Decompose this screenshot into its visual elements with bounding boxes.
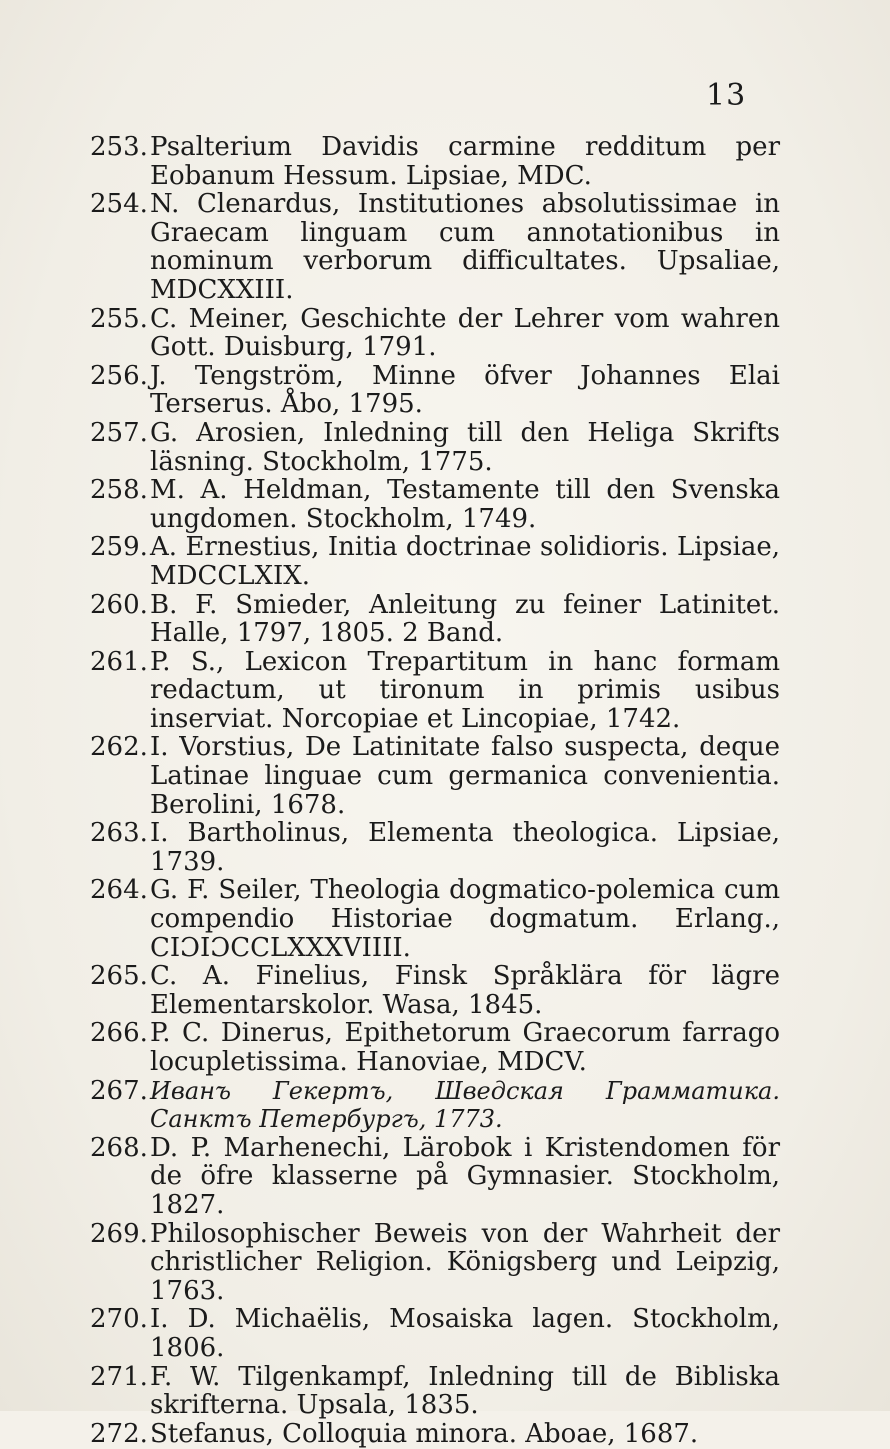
bibliography-entry: [90, 476, 780, 533]
entry-text: A. Ernestius, Initia doctrinae solidioris. Lipsiae, MDCCLXIX.: [150, 532, 780, 591]
entry-text: Stefanus, Colloquia minora. Aboae, 1687.: [150, 1418, 699, 1449]
entry-number: 257.: [90, 417, 148, 448]
entry-text: Philosophischer Beweis von der Wahrheit der christlicher Religion. Königsberg und Leipzig, 1763.: [150, 1218, 780, 1306]
bibliography-entry: [90, 1019, 780, 1076]
entry-text: P. C. Dinerus, Epithetorum Graecorum farrago locupletissima. Hanoviae, MDCV.: [150, 1018, 780, 1077]
entry-text: I. Vorstius, De Latinitate falso suspecta, deque Latinae linguae cum germanica convenientia. Berolini, 1678.: [150, 732, 780, 820]
entry-number: 265.: [90, 961, 148, 992]
entry-text: F. W. Tilgenkampf, Inledning till de Bibliska skrifterna. Upsala, 1835.: [150, 1361, 780, 1421]
entry-text: C. Meiner, Geschichte der Lehrer vom wahren Gott. Duisburg, 1791.: [150, 303, 780, 363]
entry-text: P. S., Lexicon Trepartitum in hanc formam redactum, ut tironum in primis usibus inserviat. Norcopiae et Lincopiae, 1742.: [150, 646, 780, 734]
bibliography-entry: [90, 1305, 780, 1362]
bibliography-entry: [90, 648, 780, 734]
entry-text: I. D. Michaëlis, Mosaiska lagen. Stockholm, 1806.: [150, 1304, 780, 1363]
entry-text: I. Bartholinus, Elementa theologica. Lipsiae, 1739.: [150, 818, 780, 877]
bibliography-entry: [90, 1134, 780, 1220]
entry-number: 267.: [90, 1075, 148, 1106]
entry-text: D. P. Marhenechi, Lärobok i Kristendomen för de öfre klasserne på Gymnasier. Stockholm, 1827.: [150, 1132, 780, 1220]
entry-number: 261.: [90, 646, 148, 677]
entry-text: G. Arosien, Inledning till den Heliga Skrifts läsning. Stockholm, 1775.: [150, 417, 780, 477]
bibliography-entry: [90, 305, 780, 362]
bibliography-entry: [90, 733, 780, 819]
entry-number: 254.: [90, 189, 148, 220]
entry-number: 253.: [90, 132, 148, 162]
bibliography-entry: [90, 962, 780, 1019]
entry-text: C. A. Finelius, Finsk Språklära för lägre Elementarskolor. Wasa, 1845.: [150, 961, 780, 1020]
entry-number: 264.: [90, 875, 148, 906]
bibliography-entry: [90, 1420, 780, 1449]
entry-number: 262.: [90, 732, 148, 763]
bibliography-entry: [90, 190, 780, 304]
entry-number: 272.: [90, 1418, 148, 1449]
entry-text: Psalterium Davidis carmine redditum per Eobanum Hessum. Lipsiae, MDC.: [150, 132, 780, 191]
bibliography-entry: [90, 591, 780, 648]
entry-number: 259.: [90, 532, 148, 563]
entry-number: 266.: [90, 1018, 148, 1049]
entry-text: J. Tengström, Minne öfver Johannes Elai Terserus. Åbo, 1795.: [150, 360, 780, 420]
entry-number: 271.: [90, 1361, 148, 1392]
bibliography-entry: [90, 1220, 780, 1306]
page-number: 13: [706, 78, 747, 113]
entry-number: 270.: [90, 1304, 148, 1335]
entry-number: 260.: [90, 589, 148, 620]
entry-text: N. Clenardus, Institutiones absolutissimae in Graecam linguam cum annotationibus in nominum verborum difficultates. Upsaliae, MDCXXIII.: [150, 189, 780, 305]
entry-text: Иванъ Гекертъ, Шведская Грамматика. Санктъ Петербургъ, 1773.: [150, 1076, 780, 1134]
bibliography-entry: [90, 876, 780, 962]
bibliography-entry: [90, 419, 780, 476]
entry-text: B. F. Smieder, Anleitung zu feiner Latinitet. Halle, 1797, 1805. 2 Band.: [150, 589, 780, 649]
bibliography-entry: [90, 533, 780, 590]
entry-number: 256.: [90, 360, 148, 391]
bibliography-entry: [90, 819, 780, 876]
bibliography-entry: [90, 1077, 780, 1134]
entry-number: 255.: [90, 303, 148, 334]
bibliography-list: [90, 133, 780, 1448]
entry-number: 269.: [90, 1218, 148, 1249]
bibliography-entry: [90, 362, 780, 419]
entry-number: 263.: [90, 818, 148, 849]
entry-text: M. A. Heldman, Testamente till den Svenska ungdomen. Stockholm, 1749.: [150, 475, 780, 534]
bibliography-entry: [90, 1363, 780, 1420]
entry-number: 258.: [90, 475, 148, 506]
bibliography-entry: [90, 133, 780, 190]
entry-text: G. F. Seiler, Theologia dogmatico-polemica cum compendio Historiae dogmatum. Erlang., CIƆIƆCCLXXXVIIII.: [150, 875, 780, 963]
entry-number: 268.: [90, 1132, 148, 1163]
